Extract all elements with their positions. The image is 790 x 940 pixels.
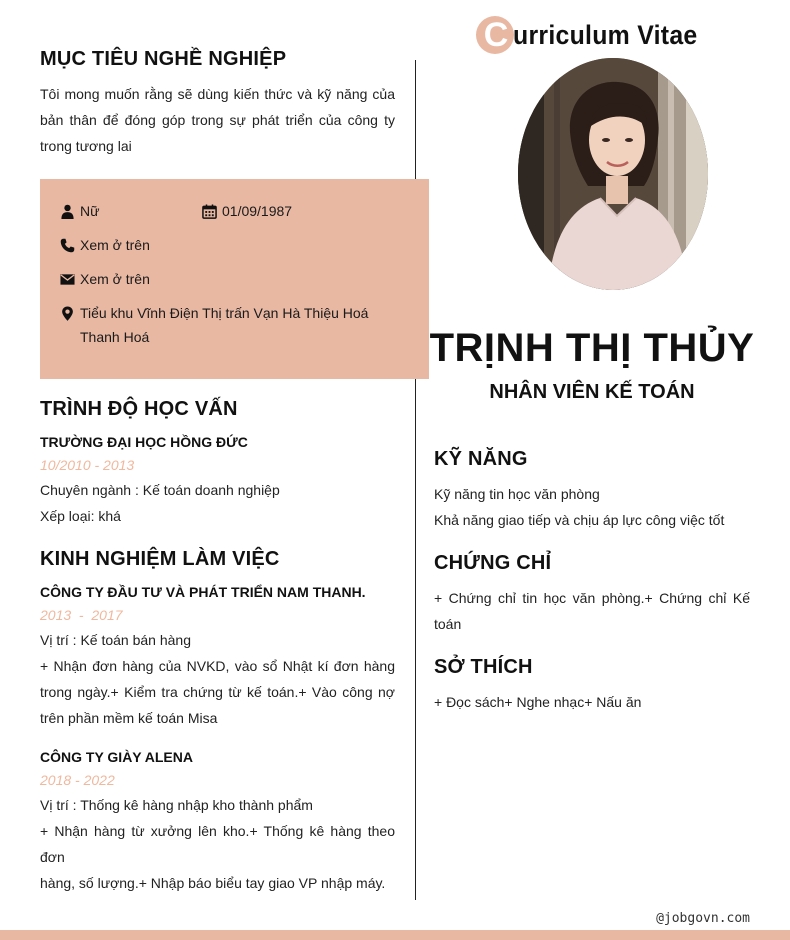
watermark: @jobgovn.com xyxy=(656,911,750,926)
footer-bar xyxy=(0,930,790,940)
profile-photo-image xyxy=(518,58,708,290)
calendar-icon xyxy=(202,199,222,223)
certificate-line: + Chứng chỉ tin học văn phòng.+ Chứng chỉ Kế xyxy=(434,590,750,606)
job-line: + Nhận hàng từ xưởng lên kho.+ Thống kê hàng theo đơn xyxy=(40,823,395,865)
phone-icon xyxy=(60,233,80,257)
map-pin-icon xyxy=(60,301,80,325)
company-name: CÔNG TY GIÀY ALENA xyxy=(40,749,193,765)
logo-letter: C xyxy=(483,16,509,54)
job-period: 2013 - 2017 xyxy=(40,607,123,623)
experience-heading: KINH NGHIỆM LÀM VIỆC xyxy=(40,548,280,570)
birthdate-value: 01/09/1987 xyxy=(222,203,293,219)
school-name: TRƯỜNG ĐẠI HỌC HỒNG ĐỨC xyxy=(40,434,248,450)
skill-item: Kỹ năng tin học văn phòng xyxy=(434,486,600,502)
skill-item: Khả năng giao tiếp và chịu áp lực công việc tốt xyxy=(434,512,725,528)
job-line: hàng, số lượng.+ Nhập báo biểu tay giao VP nhập máy. xyxy=(40,875,386,891)
job-description xyxy=(40,653,395,731)
education-major: Chuyên ngành : Kế toán doanh nghiệp xyxy=(40,482,280,498)
gender-value: Nữ xyxy=(80,203,100,219)
email-value: Xem ở trên xyxy=(80,271,150,287)
education-heading: TRÌNH ĐỘ HỌC VẤN xyxy=(40,398,238,420)
address-line: Tiểu khu Vĩnh Điện Thị trấn Vạn Hà Thiệu Hoá xyxy=(80,305,369,321)
candidate-name: TRỊNH THỊ THỦY xyxy=(429,326,755,370)
profile-photo xyxy=(518,58,708,290)
envelope-icon xyxy=(60,267,80,291)
job-line: + Nhận đơn hàng của NVKD, vào sổ Nhật kí đơn hàng xyxy=(40,658,395,674)
objective-text xyxy=(40,81,395,159)
job-title: NHÂN VIÊN KẾ TOÁN xyxy=(489,381,695,403)
certificates-text xyxy=(434,585,750,637)
skills-heading: KỸ NĂNG xyxy=(434,448,528,470)
job-description xyxy=(40,818,395,896)
gender-row xyxy=(60,199,99,223)
job-period: 2018 - 2022 xyxy=(40,772,115,788)
objective-line: trong tương lai xyxy=(40,138,132,154)
logo-word: urriculum Vitae xyxy=(513,19,698,50)
cv-logo xyxy=(476,16,714,54)
phone-row xyxy=(60,233,150,257)
objective-line: Tôi mong muốn rằng sẽ dùng kiến thức và kỹ năng của xyxy=(40,86,395,102)
address-line: Thanh Hoá xyxy=(80,329,150,345)
job-position: Vị trí : Thống kê hàng nhập kho thành phẩm xyxy=(40,797,313,813)
job-line: trong ngày.+ Kiểm tra chứng từ kế toán.+ Vào công nợ xyxy=(40,684,395,700)
objective-line: bản thân để đóng góp trong sự phát triển của công ty xyxy=(40,112,395,128)
person-icon xyxy=(60,199,80,223)
certificate-line: toán xyxy=(434,616,462,632)
address-value xyxy=(80,301,368,349)
birthdate-row xyxy=(202,199,292,223)
personal-info-box xyxy=(40,179,429,379)
address-row xyxy=(60,301,368,349)
logo-circle xyxy=(476,16,514,54)
education-period: 10/2010 - 2013 xyxy=(40,457,135,473)
job-line: trên phần mềm kế toán Misa xyxy=(40,710,218,726)
company-name: CÔNG TY ĐẦU TƯ VÀ PHÁT TRIỂN NAM THANH. xyxy=(40,584,366,600)
email-row xyxy=(60,267,150,291)
education-grade: Xếp loại: khá xyxy=(40,508,121,524)
hobbies-heading: SỞ THÍCH xyxy=(434,656,533,678)
certificates-heading: CHỨNG CHỈ xyxy=(434,552,552,574)
job-position: Vị trí : Kế toán bán hàng xyxy=(40,632,191,648)
phone-value: Xem ở trên xyxy=(80,237,150,253)
objective-heading: MỤC TIÊU NGHỀ NGHIỆP xyxy=(40,48,287,70)
hobbies-text: + Đọc sách+ Nghe nhạc+ Nấu ăn xyxy=(434,694,642,710)
